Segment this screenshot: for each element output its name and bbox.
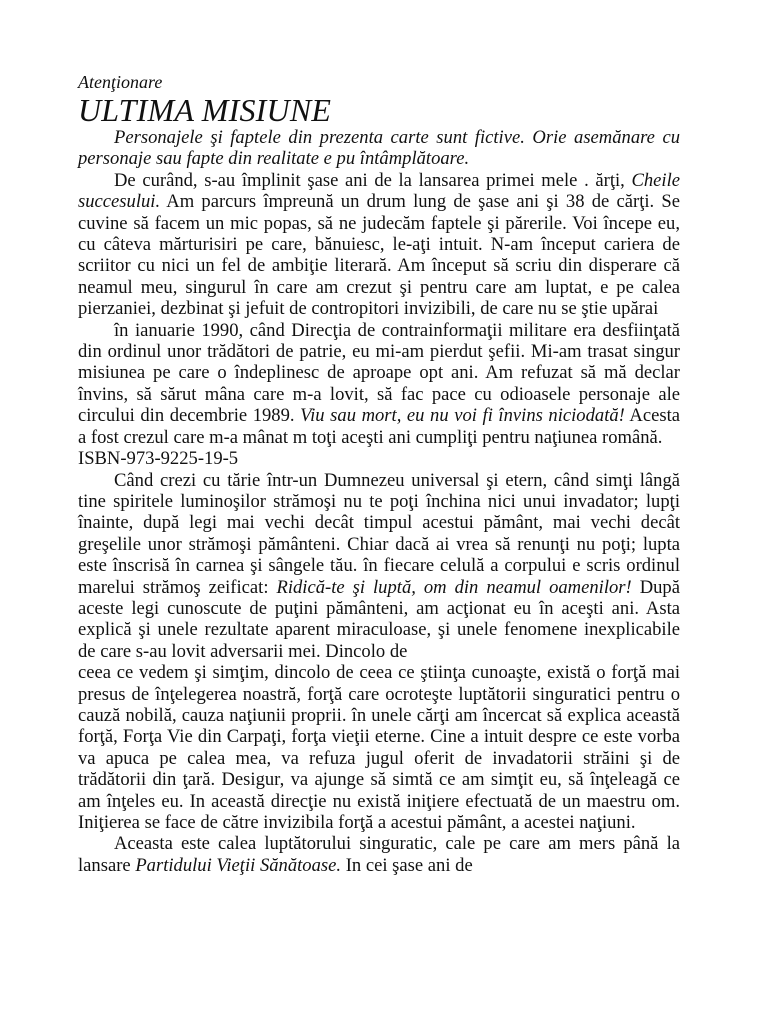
paragraph-3	[78, 470, 680, 663]
call-quote: Ridică-te şi luptă, om din neamul oamenilor!	[276, 576, 632, 598]
paragraph-1	[78, 170, 680, 320]
paragraph-1-text-b: Am parcurs împreună un drum lung de şase ani şi 38 de cărţi. Se cuvine să facem un mic popas, să ne judecăm faptele şi părerile. Voi începe eu, cu câteva mărturisiri pe care, bănuiesc, le-aţi intuit. N-am început cariera de scriitor cu nici un fel de ambiţie literară. Am început să scriu din disperare că neamul meu, singurul în care am crezut şi pentru care am luptat, e pe calea pierzaniei, dezbinat şi jefuit de contropitori invizibili, de care nu se ştie upărai	[78, 191, 680, 320]
book-title-cheile: Cheile succesului.	[78, 169, 680, 213]
paragraph-5	[78, 833, 680, 876]
paragraph-3-text-a: Când crezi cu tărie într-un Dumnezeu universal şi etern, când simţi lângă tine spiritele luminoşilor strămoşi nu te poţi închina nici unui invadator; lupţi înainte, după legi mai vechi decât timpul acestui pământ, mai vechi decât greşelile unor strămoşi pământeni. Chiar dacă ai vrea să renunţi nu poţi; lupta este înscrisă în carnea şi sângele tău. în fiecare celulă a corpului e scris ordinul marelui strămoş zeificat:	[78, 469, 680, 598]
paragraph-1-text-a: De curând, s-au împlinit şase ani de la lansarea primei mele . ărţi,	[114, 169, 632, 191]
isbn-line: ISBN-973-9225-19-5	[78, 448, 239, 470]
book-title-partidul: Partidului Vieţii Sănătoase.	[135, 854, 342, 876]
section-label: Atenţionare	[78, 72, 163, 92]
paragraph-5-text-a: Aceasta este calea luptătorului singuratic, cale pe care am mers până la lansare	[78, 833, 680, 876]
paragraph-2-text-a: în ianuarie 1990, când Direcţia de contrainformaţii militare era desfiinţată din ordinul unor trădători de patrie, eu mi-am pierdut şefii. Mi-am trasat singur misiunea pe care o îndeplinesc de aproape opt ani. Am refuzat să mă declar învins, să sărut mâna care m-a lovit, să fac pace cu odioasele personaje ale circului din decembrie 1989.	[78, 319, 680, 427]
motto-quote: Viu sau mort, eu nu voi fi învins niciodată!	[300, 405, 625, 427]
paragraph-4: ceea ce vedem şi simţim, dincolo de ceea ce ştiinţa cunoaşte, există o forţă mai presus de înţelegerea noastră, forţă care ocroteşte luptătorii singuratici pentru o cauză nobilă, cauza naţiunii proprii. în unele cărţi am încercat să explica această forţă, Forţa Vie din Carpaţi, forţa vieţii eterne. Cine a intuit despre ce este vorba va apuca pe calea mea, va refuza jugul oferit de invadatorii străini şi de trădătorii din ţară. Desigur, va ajunge să simtă ce am simţit eu, să înţeleagă ce am înţeles eu. In această direcţie nu există iniţiere efectuată de un maestru om. Iniţierea se face de către invizibila forţă a acestui pământ, a acestei naţiuni.	[78, 662, 680, 833]
paragraph-3-text-b: După aceste legi cunoscute de puţini pământeni, am acţionat eu în aceşti ani. Asta explică şi unele rezultate aparent miraculoase, şi unele fenomene inexplicabile de care s-au lovit adversarii mei. Dincolo de	[78, 576, 680, 662]
page-title: ULTIMA MISIUNE	[78, 92, 332, 128]
document-body	[78, 71, 680, 876]
paragraph-2-text-b: Acesta a fost crezul care m-a mânat m toţi aceşti ani cumpliţi pentru naţiunea română.	[78, 405, 681, 448]
paragraph-2	[78, 320, 680, 448]
paragraph-5-text-b: In cei şase ani de	[341, 854, 473, 876]
disclaimer-paragraph: Personajele şi faptele din prezenta carte sunt fictive. Orie asemănare cu personaje sau fapte din realitate e pu întâmplătoare.	[78, 127, 680, 170]
